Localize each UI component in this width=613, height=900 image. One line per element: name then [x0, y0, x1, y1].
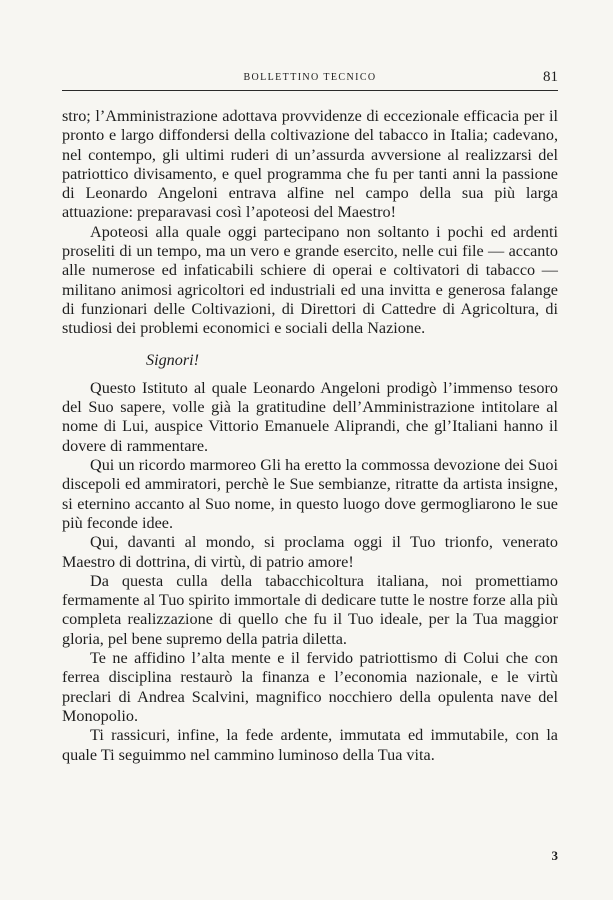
signature-mark: 3 — [551, 848, 558, 863]
paragraph-continuation: stro; l’Amministrazione adottava provvidenze di eccezionale efficacia per il pronto e largo diffondersi della coltivazione del tabacco in Italia; cadevano, nel contempo, gli ultimi ruderi di un’assurda avversione al realizzarsi del patriottico divisamento, e quel programma che fu per tanti anni la passione di Leonardo Angeloni entrava alfine nel campo della sua più larga attuazione: preparavasi così l’apoteosi del Maestro! — [62, 107, 558, 222]
running-title: BOLLETTINO TECNICO — [243, 72, 377, 83]
paragraph-trionfo: Qui, davanti al mondo, si proclama oggi il Tuo trionfo, venerato Maestro di dottrina, di virtù, di patrio amore! — [62, 533, 558, 571]
paragraph-affidino: Te ne affidino l’alta mente e il fervido patriottismo di Colui che con ferrea disciplina restaurò la finanza e l’economia nazionale, e le virtù preclari di Andrea Scalvini, magnifico nocchiero della opulenta nave del Monopolio. — [62, 649, 558, 725]
paragraph-ricordo: Qui un ricordo marmoreo Gli ha eretto la commossa devozione dei Suoi discepoli ed ammiratori, perchè le Sue sembianze, ritratte da artista insigne, si eternino accanto al Suo nome, in questo luogo dove germogliarono le sue più feconde idee. — [62, 456, 558, 532]
paragraph-promessa: Da questa culla della tabacchicoltura italiana, noi promettiamo fermamente al Tuo spirito immortale di dedicare tutte le nostre forze alla più completa realizzazione di quello che fu il Tuo ideale, per la Tua maggior gloria, pel bene supremo della patria diletta. — [62, 571, 558, 648]
paragraph-istituto: Questo Istituto al quale Leonardo Angeloni prodigò l’immenso tesoro del Suo sapere, volle già la gratitudine dell’Amministrazione intitolare al nome di Lui, auspice Vittorio Emanuele Aliprandi, che gl’Italiani hanno il dovere di rammentare. — [62, 378, 558, 455]
salutation: Signori! — [146, 350, 200, 369]
header-rule — [62, 90, 558, 91]
paragraph-rassicuri: Ti rassicuri, infine, la fede ardente, immutata ed immutabile, con la quale Ti seguimmo nel cammino luminoso della Tua vita. — [62, 726, 558, 764]
paragraph-apoteosi: Apoteosi alla quale oggi partecipano non soltanto i pochi ed ardenti proseliti di un tempo, ma un vero e grande esercito, nelle cui file — accanto alle numerose ed infaticabili schiere di operai e coltivatori di tabacco — militano animosi agricoltori ed industriali ed una invitta e generosa falange di funzionari delle Coltivazioni, di Direttori di Cattedre di Agricoltura, di studiosi dei problemi economici e sociali della Nazione. — [62, 222, 558, 338]
page-number: 81 — [543, 69, 558, 85]
running-head — [62, 69, 558, 92]
body-text — [62, 107, 558, 765]
